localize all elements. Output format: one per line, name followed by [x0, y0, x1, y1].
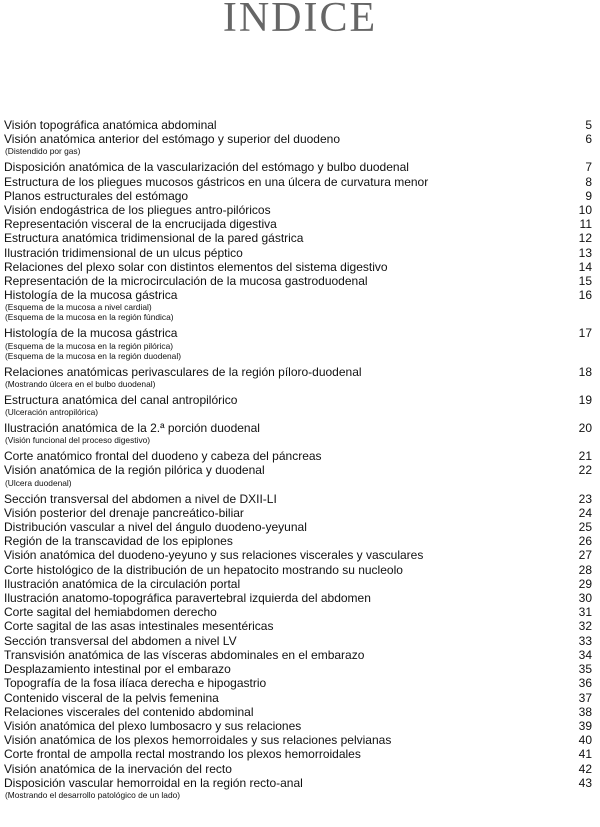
toc-entry-title: Corte anatómico frontal del duodeno y cabeza del páncreas	[4, 449, 322, 464]
toc-row	[4, 175, 592, 189]
toc-entry-title: Disposición vascular hemorroidal en la región recto-anal	[4, 775, 303, 790]
toc-entry	[4, 591, 592, 605]
toc-page-number: 12	[578, 231, 592, 246]
toc-row	[4, 421, 592, 435]
toc-row	[4, 288, 592, 302]
toc-entry-title: Visión anatómica anterior del estómago y superior del duodeno	[4, 132, 340, 147]
toc-entry-title: Relaciones del plexo solar con distintos elementos del sistema digestivo	[4, 259, 388, 274]
toc-entry	[4, 662, 592, 676]
toc-entry	[4, 463, 592, 487]
toc-entry-subtitle: (Mostrando úlcera en el bulbo duodenal)	[5, 378, 156, 389]
toc-entry	[4, 506, 592, 520]
toc-entry-title: Visión posterior del drenaje pancreático-biliar	[4, 505, 244, 520]
toc-row	[4, 776, 592, 790]
toc-entry	[4, 747, 592, 761]
toc-entry-title: Corte histológico de la distribución de un hepatocito mostrando su nucleolo	[4, 562, 403, 577]
toc-page-number: 18	[578, 364, 592, 379]
toc-page-number: 17	[578, 326, 592, 341]
toc-page-number: 24	[578, 505, 592, 520]
toc-page-number: 43	[578, 775, 592, 790]
toc-entry-title: Histología de la mucosa gástrica	[4, 326, 178, 341]
toc-row	[4, 705, 592, 719]
toc-row	[4, 733, 592, 747]
toc-entry-title: Planos estructurales del estómago	[4, 188, 189, 203]
toc-row	[4, 563, 592, 577]
toc-entry-title: Visión anatómica del plexo lumbosacro y sus relaciones	[4, 718, 302, 733]
toc-entry	[4, 520, 592, 534]
toc-entry-title: Ilustración anatómica de la circulación portal	[4, 576, 241, 591]
toc-row	[4, 719, 592, 733]
toc-page-number: 37	[578, 690, 592, 705]
toc-page-number: 34	[578, 647, 592, 662]
toc-entry-subtitle: (Esquema de la mucosa a nivel cardial)	[5, 302, 152, 313]
toc-row	[4, 619, 592, 633]
toc-entry	[4, 648, 592, 662]
toc-page-number: 41	[578, 747, 592, 762]
toc-entry	[4, 563, 592, 577]
toc-row	[4, 274, 592, 288]
toc-page-number: 9	[585, 188, 592, 203]
table-of-contents	[4, 118, 592, 800]
toc-entry-title: Corte sagital de las asas intestinales mesentéricas	[4, 619, 274, 634]
toc-entry-title: Desplazamiento intestinal por el embarazo	[4, 662, 231, 677]
toc-entry-title: Estructura anatómica del canal antropilórico	[4, 392, 238, 407]
toc-entry-title: Visión anatómica del duodeno-yeyuno y sus relaciones viscerales y vasculares	[4, 548, 424, 563]
toc-entry	[4, 762, 592, 776]
toc-entry-title: Distribución vascular a nivel del ángulo duodeno-yeyunal	[4, 520, 307, 535]
toc-entry	[4, 676, 592, 690]
toc-entry	[4, 189, 592, 203]
toc-entry	[4, 365, 592, 389]
toc-row	[4, 189, 592, 203]
toc-row	[4, 506, 592, 520]
toc-row	[4, 492, 592, 506]
toc-entry-subtitle: (Esquema de la mucosa en la región pilórica)	[5, 340, 174, 351]
toc-page-number: 23	[578, 491, 592, 506]
toc-page-number: 29	[578, 576, 592, 591]
toc-page-number: 6	[585, 132, 592, 147]
toc-entry-title: Sección transversal del abdomen a nivel de DXII-LI	[4, 491, 277, 506]
toc-entry	[4, 634, 592, 648]
toc-page-number: 14	[578, 259, 592, 274]
page-title: INDICE	[222, 0, 378, 41]
toc-row	[4, 246, 592, 260]
toc-page-number: 13	[578, 245, 592, 260]
toc-entry	[4, 274, 592, 288]
toc-page-number: 27	[578, 548, 592, 563]
toc-page-number: 30	[578, 591, 592, 606]
toc-page-number: 40	[578, 733, 592, 748]
toc-page-number: 39	[578, 718, 592, 733]
toc-row	[4, 634, 592, 648]
toc-row	[4, 648, 592, 662]
toc-row	[4, 548, 592, 562]
toc-entry-subtitle: (Esquema de la mucosa en la región duodenal)	[5, 350, 181, 361]
toc-page-number: 35	[578, 662, 592, 677]
toc-page-number: 21	[578, 449, 592, 464]
toc-entry	[4, 260, 592, 274]
toc-row	[4, 326, 592, 340]
toc-entry	[4, 691, 592, 705]
toc-row	[4, 231, 592, 245]
toc-page-number: 31	[578, 605, 592, 620]
toc-page-number: 25	[578, 520, 592, 535]
toc-row	[4, 605, 592, 619]
toc-entry-title: Visión anatómica de la región pilórica y duodenal	[4, 463, 265, 478]
toc-entry-title: Ilustración tridimensional de un ulcus péptico	[4, 245, 243, 260]
toc-entry	[4, 246, 592, 260]
toc-entry	[4, 492, 592, 506]
toc-row	[4, 534, 592, 548]
toc-entry-title: Disposición anatómica de la vascularización del estómago y bulbo duodenal	[4, 160, 409, 175]
toc-entry-title: Corte frontal de ampolla rectal mostrando los plexos hemorroidales	[4, 747, 361, 762]
toc-entry	[4, 577, 592, 591]
toc-page-number: 10	[578, 203, 592, 218]
toc-entry	[4, 203, 592, 217]
toc-entry-title: Visión endogástrica de los pliegues antro-pilóricos	[4, 203, 271, 218]
toc-page-number: 11	[579, 217, 592, 232]
toc-page-number: 20	[578, 421, 592, 436]
toc-entry	[4, 733, 592, 747]
toc-page-number: 22	[578, 463, 592, 478]
toc-page-number: 42	[578, 761, 592, 776]
toc-entry	[4, 605, 592, 619]
toc-entry-title: Visión anatómica de los plexos hemorroidales y sus relaciones pelvianas	[4, 733, 392, 748]
toc-row	[4, 762, 592, 776]
toc-entry	[4, 175, 592, 189]
toc-entry	[4, 548, 592, 562]
toc-entry	[4, 449, 592, 463]
toc-entry-title: Representación visceral de la encrucijada digestiva	[4, 217, 277, 232]
toc-row	[4, 260, 592, 274]
toc-entry-title: Topografía de la fosa ilíaca derecha e hipogastrio	[4, 676, 267, 691]
toc-row	[4, 217, 592, 231]
toc-page-number: 16	[578, 288, 592, 303]
toc-page-number: 19	[578, 392, 592, 407]
toc-row	[4, 463, 592, 477]
toc-entry	[4, 326, 592, 360]
toc-page-number: 26	[578, 534, 592, 549]
toc-entry	[4, 288, 592, 322]
toc-entry-title: Ilustración anatómica de la 2.ª porción duodenal	[4, 421, 260, 436]
toc-page-number: 36	[578, 676, 592, 691]
toc-entry-title: Representación de la microcirculación de la mucosa gastroduodenal	[4, 274, 368, 289]
toc-entry-title: Visión topográfica anatómica abdominal	[4, 118, 217, 132]
toc-entry	[4, 776, 592, 800]
toc-page-number: 15	[578, 274, 592, 289]
toc-entry-title: Visión anatómica de la inervación del recto	[4, 761, 232, 776]
toc-entry-title: Estructura de los pliegues mucosos gástricos en una úlcera de curvatura menor	[4, 174, 429, 189]
toc-entry-subtitle: (Visión funcional del proceso digestivo)	[5, 435, 151, 446]
toc-row	[4, 676, 592, 690]
toc-entry-title: Corte sagital del hemiabdomen derecho	[4, 605, 217, 620]
toc-entry	[4, 719, 592, 733]
toc-entry-title: Relaciones viscerales del contenido abdominal	[4, 704, 254, 719]
toc-entry-title: Transvisión anatómica de las vísceras abdominales en el embarazo	[4, 647, 365, 662]
toc-entry	[4, 217, 592, 231]
toc-entry-title: Ilustración anatomo-topográfica paravertebral izquierda del abdomen	[4, 591, 371, 606]
toc-row	[4, 591, 592, 605]
toc-entry	[4, 534, 592, 548]
toc-page-number: 8	[585, 174, 592, 189]
toc-entry	[4, 118, 592, 132]
toc-entry	[4, 393, 592, 417]
toc-row	[4, 449, 592, 463]
toc-entry-title: Región de la transcavidad de los epiplones	[4, 534, 233, 549]
toc-row	[4, 132, 592, 146]
toc-row	[4, 662, 592, 676]
toc-entry	[4, 132, 592, 156]
toc-entry	[4, 231, 592, 245]
toc-row	[4, 365, 592, 379]
toc-entry-subtitle: (Mostrando el desarrollo patológico de un lado)	[5, 789, 181, 800]
toc-row	[4, 691, 592, 705]
toc-page-number: 38	[578, 704, 592, 719]
toc-page-number: 32	[578, 619, 592, 634]
toc-entry	[4, 421, 592, 445]
toc-page-number: 28	[578, 562, 592, 577]
toc-entry-title: Relaciones anatómicas perivasculares de la región píloro-duodenal	[4, 364, 362, 379]
toc-entry	[4, 160, 592, 174]
toc-row	[4, 747, 592, 761]
toc-entry-title: Estructura anatómica tridimensional de la pared gástrica	[4, 231, 304, 246]
toc-entry-subtitle: (Esquema de la mucosa en la región fúndica)	[5, 312, 174, 323]
toc-page-number: 7	[585, 160, 592, 175]
toc-row	[4, 520, 592, 534]
toc-row	[4, 577, 592, 591]
toc-entry-title: Histología de la mucosa gástrica	[4, 288, 178, 303]
toc-row	[4, 393, 592, 407]
toc-entry	[4, 619, 592, 633]
toc-row	[4, 118, 592, 132]
toc-row	[4, 203, 592, 217]
toc-entry-subtitle: (Ulcera duodenal)	[5, 477, 72, 488]
toc-page-number: 33	[578, 633, 592, 648]
toc-entry-title: Sección transversal del abdomen a nivel LV	[4, 633, 237, 648]
toc-row	[4, 160, 592, 174]
toc-entry-title: Contenido visceral de la pelvis femenina	[4, 690, 219, 705]
toc-entry-subtitle: (Distendido por gas)	[5, 146, 81, 157]
toc-page-number: 5	[585, 118, 592, 132]
toc-entry-subtitle: (Ulceración antropilórica)	[5, 407, 99, 418]
toc-entry	[4, 705, 592, 719]
